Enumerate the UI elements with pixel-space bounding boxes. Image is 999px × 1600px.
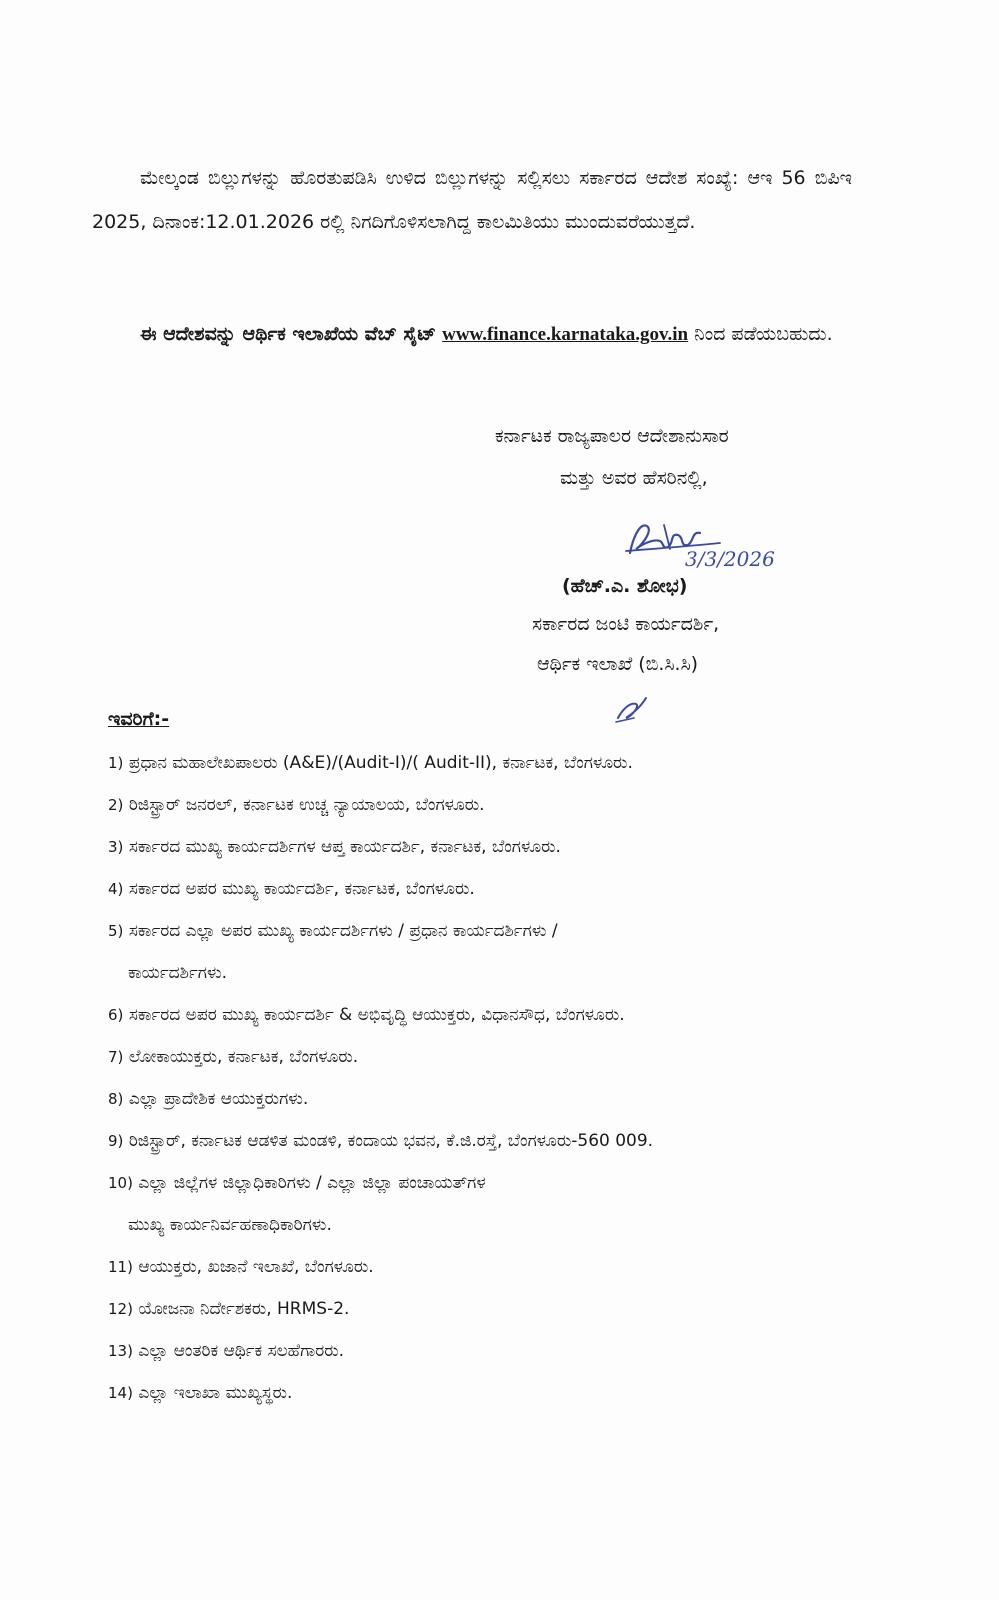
recipient-item: 3) ಸರ್ಕಾರದ ಮುಖ್ಯ ಕಾರ್ಯದರ್ಶಿಗಳ ಆಪ್ತ ಕಾರ್ಯದರ್ಶಿ, ಕರ್ನಾಟಕ, ಬೆಂಗಳೂರು. — [108, 837, 561, 857]
recipient-item: 1) ಪ್ರಧಾನ ಮಹಾಲೇಖಪಾಲರು (A&E)/(Audit-I)/( Audit-II), ಕರ್ನಾಟಕ, ಬೆಂಗಳೂರು. — [108, 753, 633, 773]
recipient-item: 13) ಎಲ್ಲಾ ಆಂತರಿಕ ಆರ್ಥಿಕ ಸಲಹೆಗಾರರು. — [108, 1341, 345, 1361]
signatory-department: ಆರ್ಥಿಕ ಇಲಾಖೆ (ಬಿ.ಸಿ.ಸಿ) — [537, 653, 699, 675]
recipient-item: 14) ಎಲ್ಲಾ ಇಲಾಖಾ ಮುಖ್ಯಸ್ಥರು. — [108, 1383, 293, 1403]
signatory-name: (ಹೆಚ್.ಎ. ಶೋಭ) — [562, 575, 688, 597]
finance-website-link[interactable]: www.finance.karnataka.gov.in — [442, 324, 689, 345]
website-paragraph — [92, 312, 852, 357]
signature-date: 3/3/2026 — [685, 547, 775, 571]
recipient-item: 2) ರಿಜಿಸ್ಟ್ರಾರ್ ಜನರಲ್, ಕರ್ನಾಟಕ ಉಚ್ಚ ನ್ಯಾಯಾಲಯ, ಬೆಂಗಳೂರು. — [108, 795, 485, 815]
signature-on-behalf-line: ಮತ್ತು ಅವರ ಹೆಸರಿನಲ್ಲಿ, — [560, 467, 708, 489]
handwritten-initial — [612, 688, 652, 728]
recipient-item: 7) ಲೋಕಾಯುಕ್ತರು, ಕರ್ನಾಟಕ, ಬೆಂಗಳೂರು. — [108, 1047, 359, 1067]
recipients-heading: ಇವರಿಗೆ:- — [108, 708, 170, 730]
recipient-item: 12) ಯೋಜನಾ ನಿರ್ದೇಶಕರು, HRMS-2. — [108, 1299, 350, 1319]
website-paragraph-prefix: ಈ ಆದೇಶವನ್ನು ಆರ್ಥಿಕ ಇಲಾಖೆಯ ವೆಬ್ ಸೈಟ್ — [140, 323, 437, 345]
recipient-item: 4) ಸರ್ಕಾರದ ಅಪರ ಮುಖ್ಯ ಕಾರ್ಯದರ್ಶಿ, ಕರ್ನಾಟಕ, ಬೆಂಗಳೂರು. — [108, 879, 475, 899]
recipient-item: 6) ಸರ್ಕಾರದ ಅಪರ ಮುಖ್ಯ ಕಾರ್ಯದರ್ಶಿ & ಅಭಿವೃದ್ಧಿ ಆಯುಕ್ತರು, ವಿಧಾನಸೌಧ, ಬೆಂಗಳೂರು. — [108, 1005, 625, 1025]
signature-authority-line: ಕರ್ನಾಟಕ ರಾಜ್ಯಪಾಲರ ಆದೇಶಾನುಸಾರ — [495, 425, 729, 447]
recipient-item: 9) ರಿಜಿಸ್ಟ್ರಾರ್, ಕರ್ನಾಟಕ ಆಡಳಿತ ಮಂಡಳಿ, ಕಂದಾಯ ಭವನ, ಕೆ.ಜಿ.ರಸ್ತೆ, ಬೆಂಗಳೂರು-560 009. — [108, 1131, 654, 1151]
recipients-list — [108, 742, 848, 1414]
recipient-item-continuation: ಮುಖ್ಯ ಕಾರ್ಯನಿರ್ವಹಣಾಧಿಕಾರಿಗಳು. — [128, 1215, 332, 1235]
website-paragraph-suffix: ನಿಂದ ಪಡೆಯಬಹುದು. — [694, 323, 833, 345]
order-continuation-paragraph: ಮೇಲ್ಕಂಡ ಬಿಲ್ಲುಗಳನ್ನು ಹೊರತುಪಡಿಸಿ ಉಳಿದ ಬಿಲ್ಲುಗಳನ್ನು ಸಲ್ಲಿಸಲು ಸರ್ಕಾರದ ಆದೇಶ ಸಂಖ್ಯೆ: ಆಇ 56 ಬಿಪಿಇ 2025, ದಿನಾಂಕ:12.01.2026 ರಲ್ಲಿ ನಿಗದಿಗೊಳಿಸಲಾಗಿದ್ದ ಕಾಲಮಿತಿಯು ಮುಂದುವರೆಯುತ್ತದೆ. — [92, 167, 852, 233]
recipient-item: 11) ಆಯುಕ್ತರು, ಖಜಾನೆ ಇಲಾಖೆ, ಬೆಂಗಳೂರು. — [108, 1257, 374, 1277]
signatory-designation: ಸರ್ಕಾರದ ಜಂಟಿ ಕಾರ್ಯದರ್ಶಿ, — [532, 613, 720, 635]
recipient-item: 8) ಎಲ್ಲಾ ಪ್ರಾದೇಶಿಕ ಆಯುಕ್ತರುಗಳು. — [108, 1089, 309, 1109]
recipient-item-continuation: ಕಾರ್ಯದರ್ಶಿಗಳು. — [128, 963, 228, 983]
recipient-item: 10) ಎಲ್ಲಾ ಜಿಲ್ಲೆಗಳ ಜಿಲ್ಲಾಧಿಕಾರಿಗಳು / ಎಲ್ಲಾ ಜಿಲ್ಲಾ ಪಂಚಾಯತ್‌ಗಳ — [108, 1173, 486, 1193]
recipient-item: 5) ಸರ್ಕಾರದ ಎಲ್ಲಾ ಅಪರ ಮುಖ್ಯ ಕಾರ್ಯದರ್ಶಿಗಳು / ಪ್ರಧಾನ ಕಾರ್ಯದರ್ಶಿಗಳು / — [108, 921, 558, 941]
